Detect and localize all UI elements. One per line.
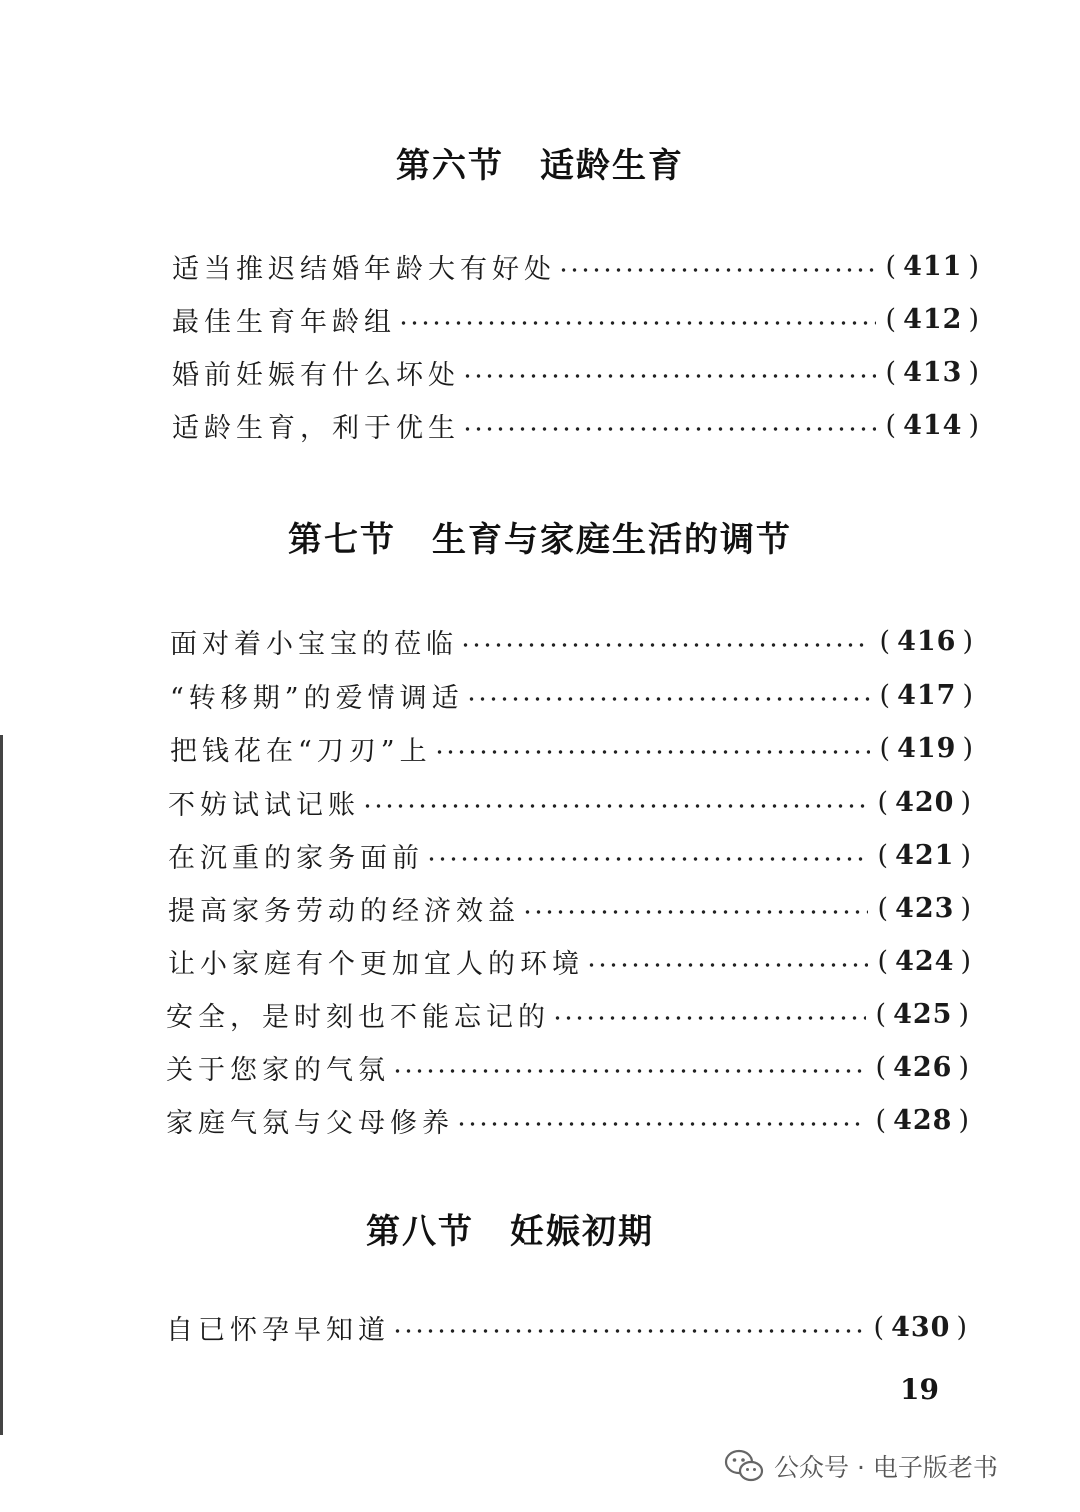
- toc-entry: [166, 1047, 970, 1087]
- toc-entry: [172, 246, 980, 286]
- toc-entry: [166, 1100, 970, 1140]
- section-heading: [0, 138, 1080, 187]
- dot-leader: [466, 696, 870, 702]
- toc-entry: [170, 675, 974, 715]
- entry-title: 自已怀孕早知道: [166, 1314, 390, 1346]
- toc-entry: [168, 782, 972, 822]
- scan-edge-line: [0, 735, 3, 1435]
- entry-title: 不妨试试记账: [168, 789, 360, 821]
- toc-entry: [170, 728, 974, 768]
- entry-page: ( 416 ): [879, 625, 974, 657]
- section-number: 第八节: [366, 1212, 474, 1252]
- dot-leader: [398, 320, 876, 326]
- dot-leader: [462, 426, 876, 432]
- entry-title: 关于您家的气氛: [166, 1054, 390, 1086]
- dot-leader: [434, 749, 870, 755]
- toc-entry: [172, 299, 980, 339]
- entry-title: 最佳生育年龄组: [172, 306, 396, 338]
- toc-entry: [168, 941, 972, 981]
- toc-entry: [172, 352, 980, 392]
- toc-entry: [166, 1307, 968, 1347]
- section-heading: [0, 1204, 1050, 1253]
- dot-leader: [426, 856, 868, 862]
- entry-page: ( 426 ): [875, 1051, 970, 1083]
- dot-leader: [462, 373, 876, 379]
- section-title: 生育与家庭生活的调节: [432, 520, 792, 560]
- entry-page: ( 421 ): [877, 839, 972, 871]
- dot-leader: [552, 1015, 866, 1021]
- toc-entry: [168, 835, 972, 875]
- toc-entry: [168, 888, 972, 928]
- watermark: [724, 1446, 998, 1486]
- entry-page: ( 417 ): [879, 679, 974, 711]
- entry-page: ( 420 ): [877, 786, 972, 818]
- entry-title: 适当推迟结婚年龄大有好处: [172, 253, 556, 285]
- dot-leader: [392, 1328, 864, 1334]
- dot-leader: [362, 803, 868, 809]
- dot-leader: [522, 909, 868, 915]
- entry-title: 安全，是时刻也不能忘记的: [166, 1001, 550, 1033]
- section-title: 适龄生育: [540, 146, 684, 186]
- entry-title: “转移期”的爱情调适: [170, 682, 464, 714]
- entry-title: 家庭气氛与父母修养: [166, 1107, 454, 1139]
- section-number: 第六节: [396, 146, 504, 186]
- entry-page: ( 419 ): [879, 732, 974, 764]
- entry-page: ( 428 ): [875, 1104, 970, 1136]
- entry-page: ( 411 ): [885, 250, 980, 282]
- entry-title: 婚前妊娠有什么坏处: [172, 359, 460, 391]
- entry-page: ( 430 ): [873, 1311, 968, 1343]
- entry-page: ( 413 ): [885, 356, 980, 388]
- entry-title: 适龄生育，利于优生: [172, 412, 460, 444]
- section-number: 第七节: [288, 520, 396, 560]
- dot-leader: [558, 267, 876, 273]
- wechat-icon: [724, 1448, 764, 1484]
- dot-leader: [456, 1121, 866, 1127]
- entry-title: 提高家务劳动的经济效益: [168, 895, 520, 927]
- entry-page: ( 425 ): [875, 998, 970, 1030]
- dot-leader: [460, 642, 870, 648]
- toc-entry: [166, 994, 970, 1034]
- section-title: 妊娠初期: [510, 1212, 654, 1252]
- entry-title: 在沉重的家务面前: [168, 842, 424, 874]
- section-heading: [0, 512, 1080, 561]
- page-number: 19: [900, 1373, 939, 1406]
- toc-entry: [172, 405, 980, 445]
- entry-page: ( 412 ): [885, 303, 980, 335]
- dot-leader: [392, 1068, 866, 1074]
- entry-title: 让小家庭有个更加宜人的环境: [168, 948, 584, 980]
- entry-page: ( 414 ): [885, 409, 980, 441]
- toc-entry: [170, 621, 974, 661]
- entry-page: ( 424 ): [877, 945, 972, 977]
- entry-title: 面对着小宝宝的莅临: [170, 628, 458, 660]
- watermark-text: 公众号 · 电子版老书: [774, 1453, 998, 1482]
- dot-leader: [586, 962, 868, 968]
- entry-title: 把钱花在“刀刃”上: [170, 735, 432, 767]
- entry-page: ( 423 ): [877, 892, 972, 924]
